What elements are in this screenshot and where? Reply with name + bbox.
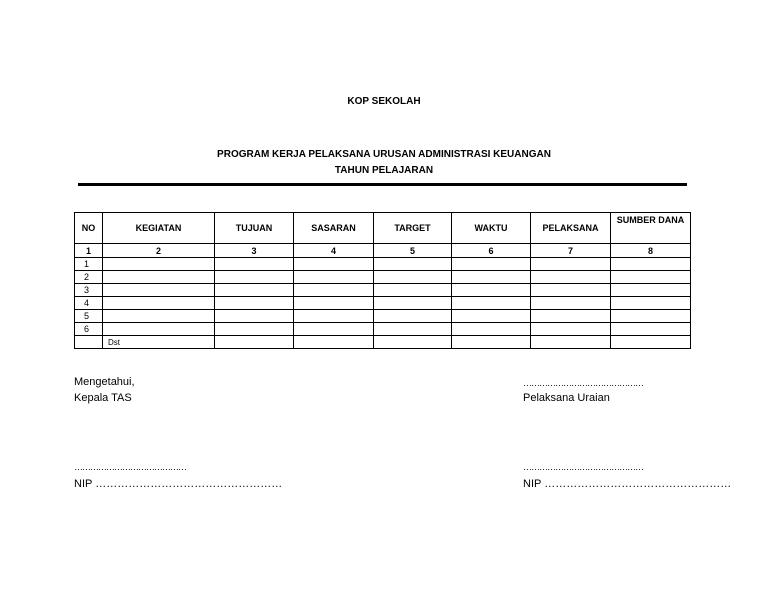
table-cell[interactable] [611,336,691,349]
table-cell[interactable] [452,284,531,297]
document-title: PROGRAM KERJA PELAKSANA URUSAN ADMINISTRASI KEUANGAN [217,149,551,160]
table-cell[interactable] [215,284,294,297]
column-header-no: NO [75,213,103,244]
table-cell[interactable] [374,284,452,297]
executor-title: Pelaksana Uraian [523,392,610,404]
table-cell[interactable] [103,310,215,323]
table-cell[interactable] [452,258,531,271]
table-cell[interactable] [531,336,611,349]
table-cell[interactable] [452,336,531,349]
table-cell[interactable] [374,271,452,284]
table-cell[interactable] [374,258,452,271]
column-number-row [75,244,691,258]
principal-name-placeholder: …………………………………… [74,462,186,472]
table-cell[interactable] [531,258,611,271]
table-row [75,310,691,323]
table-row [75,323,691,336]
table-cell[interactable] [452,310,531,323]
column-number: 8 [611,244,691,258]
table-cell[interactable] [531,297,611,310]
row-number: 2 [75,271,103,284]
table-cell[interactable] [294,284,374,297]
row-number: 1 [75,258,103,271]
table-row [75,258,691,271]
table-cell[interactable] [215,336,294,349]
principal-nip: NIP …………………………………………… [74,478,283,490]
table-cell[interactable] [531,310,611,323]
executor-name-placeholder: ……………………………………… [523,462,643,472]
column-number: 1 [75,244,103,258]
table-cell[interactable] [531,323,611,336]
table-cell[interactable] [294,271,374,284]
table-row [75,297,691,310]
row-number: 6 [75,323,103,336]
column-header-tujuan: TUJUAN [215,213,294,244]
principal-title: Kepala TAS [74,392,132,404]
table-cell[interactable] [215,310,294,323]
table-cell[interactable] [374,323,452,336]
column-number: 2 [103,244,215,258]
table-cell[interactable] [452,271,531,284]
column-number: 7 [531,244,611,258]
acknowledgement-label: Mengetahui, [74,376,135,388]
table-cell[interactable] [374,297,452,310]
table-cell[interactable] [103,323,215,336]
row-number: 3 [75,284,103,297]
table-cell[interactable] [103,258,215,271]
table-row [75,271,691,284]
column-header-target: TARGET [374,213,452,244]
table-header-row [75,213,691,244]
column-number: 3 [215,244,294,258]
table-cell[interactable] [215,323,294,336]
header-divider [78,183,687,186]
table-cell[interactable] [294,323,374,336]
table-cell[interactable] [374,310,452,323]
column-header-sasaran: SASARAN [294,213,374,244]
table-cell[interactable] [452,323,531,336]
table-row [75,284,691,297]
table-cell[interactable] [294,310,374,323]
place-date-placeholder: ……………………………………… [523,378,643,388]
column-number: 4 [294,244,374,258]
row-number: 4 [75,297,103,310]
column-header-pelaksana: PELAKSANA [531,213,611,244]
table-cell[interactable] [103,271,215,284]
table-cell[interactable] [531,284,611,297]
executor-nip: NIP …………………………………………… [523,478,732,490]
table-row [75,336,691,349]
work-program-table [74,212,691,349]
column-header-waktu: WAKTU [452,213,531,244]
document-subtitle: TAHUN PELAJARAN [334,165,434,176]
table-cell[interactable] [611,310,691,323]
letterhead-placeholder: KOP SEKOLAH [347,96,421,107]
table-cell[interactable] [611,271,691,284]
row-number: 5 [75,310,103,323]
table-cell[interactable] [294,297,374,310]
table-cell[interactable] [611,323,691,336]
column-number: 5 [374,244,452,258]
table-cell[interactable] [215,271,294,284]
table-cell[interactable] [294,258,374,271]
table-cell[interactable] [374,336,452,349]
table-cell[interactable] [215,258,294,271]
table-cell[interactable] [215,297,294,310]
column-header-sumber-dana: SUMBER DANA [611,213,691,244]
table-cell[interactable] [103,297,215,310]
table-cell[interactable] [294,336,374,349]
table-cell[interactable] [611,284,691,297]
table-cell[interactable] [531,271,611,284]
table-cell[interactable] [611,297,691,310]
table-cell[interactable] [103,284,215,297]
table-cell[interactable] [452,297,531,310]
row-number [75,336,103,349]
continuation-cell: Dst [103,336,215,349]
column-number: 6 [452,244,531,258]
table-cell[interactable] [611,258,691,271]
column-header-kegiatan: KEGIATAN [103,213,215,244]
